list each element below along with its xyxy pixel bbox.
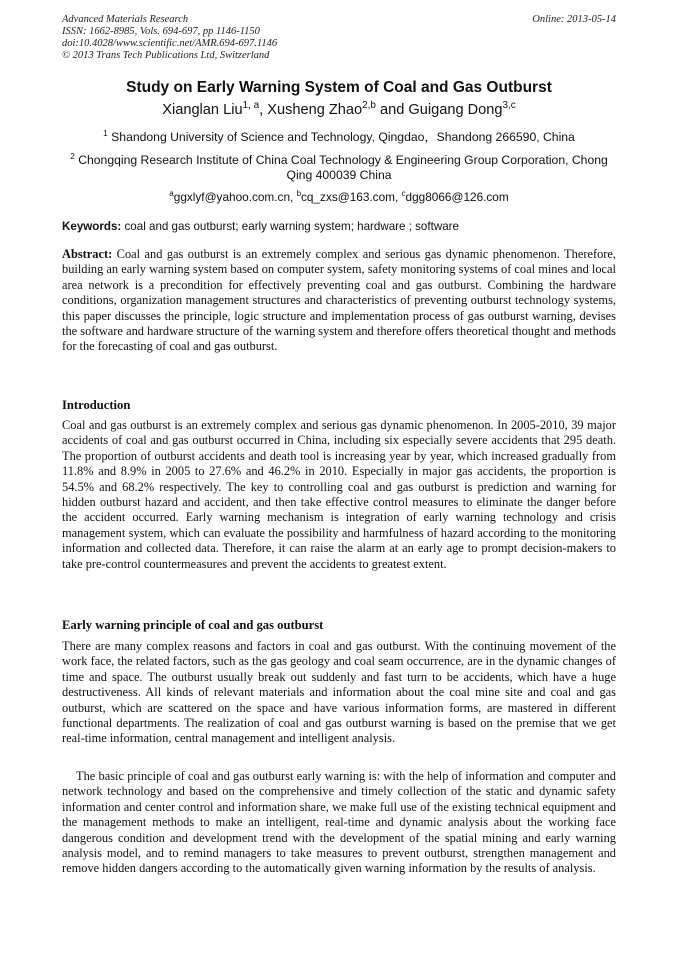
author-list — [62, 102, 616, 118]
copyright-line: © 2013 Trans Tech Publications Ltd, Switzerland — [62, 50, 270, 61]
email-superscript: a — [169, 189, 174, 199]
online-date: Online: 2013-05-14 — [532, 14, 616, 25]
paper-title: Study on Early Warning System of Coal and Gas Outburst — [126, 79, 552, 96]
principle-paragraph-2: The basic principle of coal and gas outburst early warning is: with the help of information and computer and network technology and based on the comprehensive and timely collection of the static and dynamic safety information and center control and information share, we make full use of the existing technical equipment and the management methods to make an intelligent, real-time and dynamic analysis about the working face dangerous condition and development trend with the development of the spatial mining and early warning analysis model, and to remind managers to take measures to prevent outburst, strengthen management and remove hidden dangers according to the automatically given warning information by the results of analysis. — [62, 769, 616, 876]
email-superscript: b — [296, 189, 302, 199]
journal-name: Advanced Materials Research — [62, 14, 189, 25]
section-heading-early-warning-principle: Early warning principle of coal and gas outburst — [62, 618, 324, 632]
section-heading-introduction: Introduction — [62, 398, 131, 412]
introduction-paragraph: Coal and gas outburst is an extremely complex and serious gas dynamic phenomenon. In 2005-2010, 39 major accidents of coal and gas outburst occurred in China, including six especially severe accidents that 295 death. The proportion of outburst accidents and death tool is increasing year by year, which increased gradually from 11.8% and 8.9% in 2005 to 27.6% and 46.2% in 2010. Especially in major gas accidents, the proportion is 54.5% and 68.2% respectively. The key to controlling coal and gas outburst is prediction and warning for hidden outburst hazard and accident, and then take effective control measures to eliminate the danger before the accident occurred. Early warning mechanism is integration of early warning technology and crisis management system, which can evaluate the possibility and harmfulness of hazard according to the monitoring information and collected data. Therefore, it can raise the alarm at an early age to prompt decision-makers to take pre-control countermeasures and prevent the accidents to greatest extent. — [62, 418, 616, 571]
author-name: Xianglan Liu — [162, 102, 243, 118]
author-superscript: 3,c — [502, 100, 516, 112]
author-superscript: 2,b — [362, 100, 376, 112]
email-address: ggxlyf@yahoo.com.cn, — [173, 190, 297, 204]
author-emails — [62, 190, 616, 204]
journal-header — [62, 14, 616, 62]
author-separator: , — [259, 102, 268, 118]
email-address: dgg8066@126.com — [405, 190, 509, 204]
doi-line: doi:10.4028/www.scientific.net/AMR.694-697.1146 — [62, 38, 278, 49]
affiliation-text: Shandong University of Science and Technology, Qingdao，Shandong 266590, China — [111, 130, 575, 144]
affiliation-number: 1 — [103, 127, 108, 138]
abstract-text: Coal and gas outburst is an extremely complex and serious gas dynamic phenomenon. Therefore, building an early warning system based on computer system, safety monitoring systems of coal mines and local area network is a precondition for effectively preventing coal and gas outburst. Combining the hardware conditions, organization management structures and characteristics of preventing outburst technology systems, this paper discusses the principle, logic structure and implementation process of gas outburst warning, devises the software and hardware structure of the warning system and therefore offers theoretical thought and methods for the forecasting of coal and gas outburst. — [62, 247, 616, 354]
principle-paragraph-1: There are many complex reasons and factors in coal and gas outburst. With the continuing movement of the work face, the related factors, such as the gas geology and coal seam occurrence, are in the dynamic changes of time and space. The outburst usually break out suddenly and fast turn to be accidents, which have a huge destructiveness. All kinds of relevant materials and information about the coal mine site and coal and gas outburst, which are scattered on the space and have various information forms, are mastered in different functional departments. The realization of coal and gas outburst warning is based on the premise that we get real-time information, central management and intelligent analysis. — [62, 639, 616, 746]
abstract — [62, 247, 616, 355]
abstract-label: Abstract: — [62, 247, 113, 261]
email-superscript: c — [401, 189, 406, 199]
author-name: Guigang Dong — [408, 102, 503, 118]
affiliation-2 — [62, 150, 616, 183]
keywords-text: coal and gas outburst; early warning system; hardware ; software — [121, 220, 459, 233]
issn-line: ISSN: 1662-8985, Vols. 694-697, pp 1146-1150 — [62, 26, 260, 37]
affiliation-1 — [62, 127, 616, 145]
keywords — [62, 220, 616, 233]
author-superscript: 1, a — [242, 100, 260, 112]
affiliation-text: Chongqing Research Institute of China Coal Technology & Engineering Group Corporation, Chong Qing 400039 China — [78, 153, 608, 182]
affiliation-number: 2 — [70, 150, 75, 161]
author-name: Xusheng Zhao — [267, 102, 363, 118]
email-address: cq_zxs@163.com, — [301, 190, 402, 204]
author-separator: and — [375, 102, 409, 118]
keywords-label: Keywords: — [62, 220, 122, 233]
